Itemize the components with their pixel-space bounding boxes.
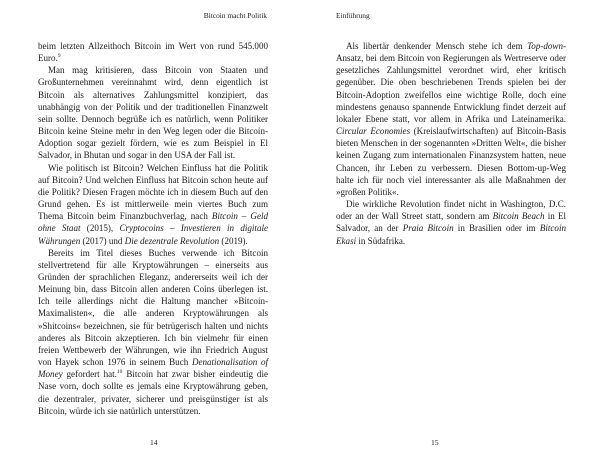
book-title: Bitcoin – Geld ohne Staat [38, 211, 268, 234]
text-run: -Ansatz, bei dem Bitcoin von Regierungen als Wertreserve oder gesetzliches Zahlungsmittel verordnet wird, eher kritisch gegenüber. Die oben beschriebenen Trends spielen bei der Bitcoin-Adoption zweifellos eine wichtige Rolle, doch eine mindestens genauso spannende Entwicklung findet derzeit auf lokaler Ebene statt, vor allem in Afrika und Lateinamerika. [336, 41, 566, 124]
emphasis: Top-down [527, 41, 563, 51]
book-title: Denationalisation of Money [38, 357, 268, 380]
right-page [300, 0, 600, 467]
paragraph [336, 198, 566, 247]
text-run: gefordert hat. [62, 369, 117, 380]
text-run: Man mag kritisieren, dass Bitcoin von Staaten und Großunternehmen vereinnahmt wird, denn eigentlich ist Bitcoin als alternatives Zahlungsmittel konzipiert, das unabhängig von der Politik und der traditionellen Finanzwelt sein sollte. Dennoch begrüße ich es natürlich, wenn Politiker Bitcoin keine Steine mehr in den Weg legen oder die Bitcoin-Adoption sogar gezielt fördern, wie es zum Beispiel in El Salvador, in Bhutan und sogar in den USA der Fall ist. [38, 65, 268, 161]
paragraph [38, 40, 268, 64]
paragraph [38, 162, 268, 247]
text-run: (2015), [80, 223, 120, 234]
page-number-right: 15 [431, 438, 439, 447]
paragraph [38, 247, 268, 417]
paragraph [38, 64, 268, 161]
page-number-left: 14 [150, 438, 158, 447]
text-run: Bereits im Titel dieses Buches verwende ich Bitcoin stellvertretend für alle Kryptowährungen – einerseits aus Gründen der sprachlichen Eleganz, andererseits weil ich der Meinung bin, dass Bitcoin allen anderen Coins überlegen ist. Ich teile allerdings nicht die Haltung mancher »Bitcoin-Maximalisten«, die alle anderen Kryptowährungen als »Shitcoins« bezeichnen, sie für betrügerisch halten und nichts anderes als Bitcoin akzeptieren. Ich bin vielmehr für einen freien Wettbewerb der Währungen, wie ihn Friedrich August von Hayek schon 1976 in seinem Buch [38, 247, 268, 368]
footnote-marker: 9 [57, 53, 61, 60]
text-run: Bitcoin hat zwar bisher eindeutig die Nase vorn, doch sollte es jemals eine Kryptowährung geben, die dezentraler, privater, sicherer und preisgünstiger ist als Bitcoin, würde ich sie natürlich unterstützen. [38, 369, 268, 416]
footnote-marker: 10 [116, 369, 123, 376]
running-head-left: Bitcoin macht Politik [203, 11, 267, 20]
place-name: Bitcoin Ekasi [336, 223, 566, 246]
text-run: Wie politisch ist Bitcoin? Welchen Einfluss hat die Politik auf Bitcoin? Und welchen Einfluss hat Bitcoin schon heute auf die Politik? Diesen Fragen möchte ich in diesem Buch auf den Grund gehen. Es ist mittlerweile mein viertes Buch zum Thema Bitcoin beim Finanzbuchverlag, nach [38, 162, 268, 222]
text-run: in Brasilien oder im [453, 223, 540, 234]
book-title: Die dezentrale Revolution [124, 235, 220, 246]
paragraph [336, 40, 566, 198]
text-run: (2019). [219, 235, 248, 246]
text-run: (Kreislaufwirtschaften) auf Bitcoin-Basis bieten Menschen in der sogenannten »Dritten Welt«, die bisher keinen Zugang zum internationalen Finanzsystem hatten, neue Chancen, ihr Leben zu verbessern. Diesen Bottom-up-Weg halte ich für noch viel interessanter als alle Maßnahmen der »großen Politik«. [336, 126, 566, 197]
text-run: Als libertär denkender Mensch stehe ich dem [346, 41, 528, 51]
text-run: in Südafrika. [356, 235, 406, 246]
text-run: (2017) und [80, 235, 125, 246]
place-name: Bitcoin Beach [492, 211, 545, 222]
left-page-body [38, 40, 268, 417]
text-run: Die wirkliche Revolution findet nicht in Washington, D.C. oder an der Wall Street statt, sondern am [336, 199, 566, 222]
place-name: Praia Bitcoin [402, 223, 454, 234]
text-run: beim letzten Allzeithoch Bitcoin im Wert von rund 545.000 Euro. [38, 41, 268, 64]
book-title: Cryptocoins – Investieren in digitale Währungen [38, 223, 268, 246]
right-page-body [336, 40, 566, 247]
emphasis: Circular Economies [336, 126, 411, 137]
running-head-right: Einführung [336, 11, 370, 20]
text-run: in El Salvador, an der [336, 211, 566, 234]
